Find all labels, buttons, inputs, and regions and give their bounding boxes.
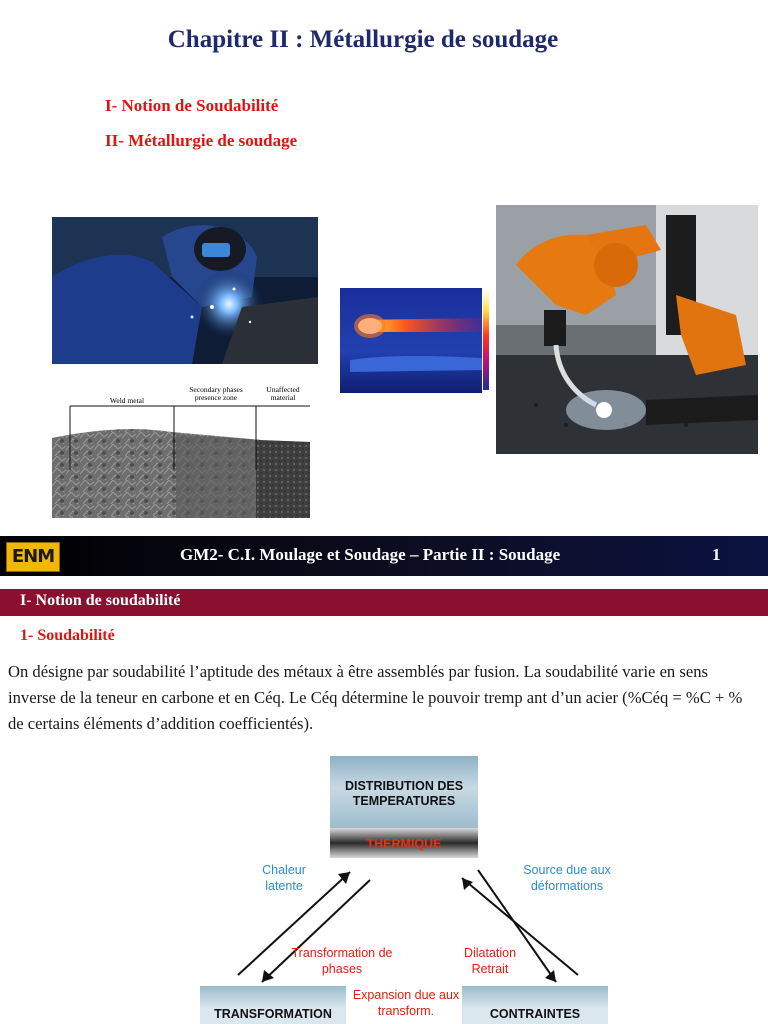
toc-item-2: II- Métallurgie de soudage [105, 131, 298, 150]
enm-logo: ENM [6, 542, 60, 572]
micrograph-label-weld: Weld metal [109, 396, 145, 405]
micrograph-image [52, 384, 310, 518]
diagram-label-thermique: THERMIQUE [366, 837, 442, 851]
body-paragraph: On désigne par soudabilité l’aptitude des métaux à être assemblés par fusion. La soudabilité varie en sens inverse de la teneur en carbone et en Céq. Le Céq détermine le pouvoir tremp ant d’un acier (%Céq = %C + % de certains éléments d’addition coefficientés). [8, 662, 743, 733]
welder-photo [52, 217, 318, 364]
toc-item-1: I- Notion de Soudabilité [105, 96, 279, 115]
diagram-label-temperatures: DISTRIBUTION DES TEMPERATURES [344, 779, 464, 808]
section-heading: I- Notion de soudabilité [20, 592, 181, 609]
diagram-label-chaleur: Chaleur latente [262, 863, 306, 893]
thermal-image [340, 288, 492, 393]
micrograph-label-secondary: Secondary phases presence zone [189, 385, 243, 402]
subsection-heading: 1- Soudabilité [20, 627, 115, 644]
slide-title: Chapitre II : Métallurgie de soudage [167, 26, 559, 53]
diagram-label-transformation-phases: Transformation de phases [291, 946, 393, 976]
diagram-arrows [0, 740, 768, 1024]
welding-robot-photo [496, 205, 758, 454]
diagram-label-dilatation: Dilatation Retrait [463, 946, 517, 976]
diagram-label-expansion: Expansion due aux transform. [352, 988, 460, 1018]
diagram-label-transformation: TRANSFORMATION [214, 1007, 332, 1021]
diagram-label-source: Source due aux déformations [523, 863, 611, 893]
page-number: 1 [712, 545, 721, 564]
footer-text: GM2- C.I. Moulage et Soudage – Partie II : Soudage [180, 545, 561, 564]
diagram-label-contraintes: CONTRAINTES [489, 1007, 581, 1021]
micrograph-label-unaffected: Unaffected material [266, 385, 300, 402]
svg-text:x100: x100 [70, 412, 80, 417]
